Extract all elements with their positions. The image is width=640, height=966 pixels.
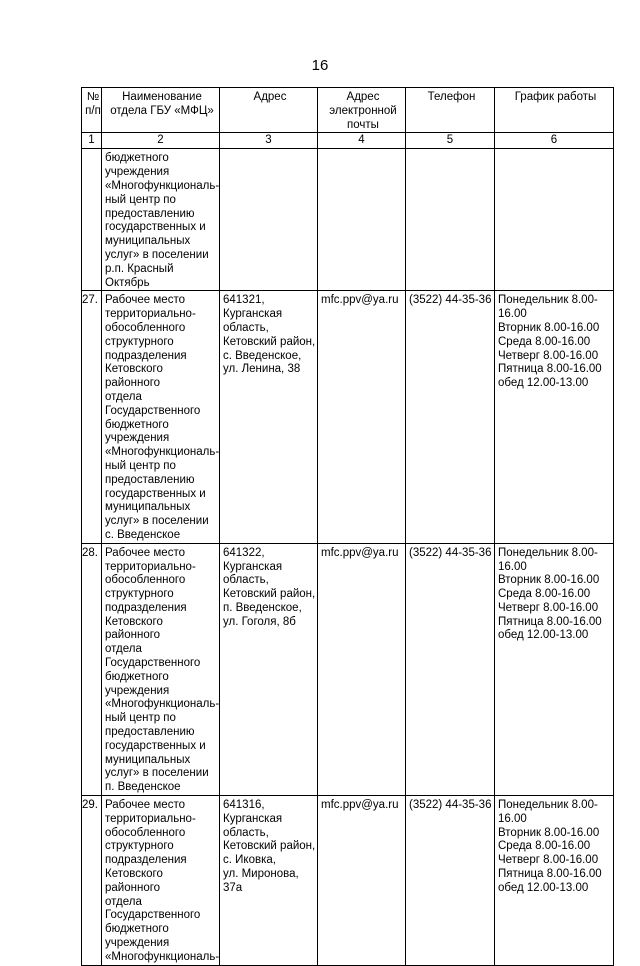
office-schedule: Понедельник 8.00- 16.00 Вторник 8.00-16.00 Среда 8.00-16.00 Четверг 8.00-16.00 Пятница 8.00-16.00 обед 12.00-13.00 bbox=[495, 796, 614, 966]
office-schedule: Понедельник 8.00- 16.00 Вторник 8.00-16.00 Среда 8.00-16.00 Четверг 8.00-16.00 Пятница 8.00-16.00 обед 12.00-13.00 bbox=[495, 291, 614, 543]
column-numbers-row bbox=[82, 133, 614, 149]
office-schedule: Понедельник 8.00- 16.00 Вторник 8.00-16.00 Среда 8.00-16.00 Четверг 8.00-16.00 Пятница 8.00-16.00 обед 12.00-13.00 bbox=[495, 543, 614, 795]
office-phone: (3522) 44-35-36 bbox=[406, 291, 495, 543]
office-phone bbox=[406, 149, 495, 291]
header-cell-schedule: График работы bbox=[495, 88, 614, 133]
table-row bbox=[82, 149, 614, 291]
mfc-offices-table bbox=[81, 87, 614, 966]
table-row bbox=[82, 796, 614, 966]
office-email: mfc.ppv@ya.ru bbox=[318, 291, 406, 543]
column-number: 6 bbox=[495, 133, 614, 149]
table-header-row bbox=[82, 88, 614, 133]
row-number bbox=[82, 149, 102, 291]
office-name: Рабочее место территориально- обособленного структурного подразделения Кетовского районного отдела Государственного бюджетного учреждения «Многофункциональ- bbox=[102, 796, 220, 966]
office-schedule bbox=[495, 149, 614, 291]
table-row bbox=[82, 543, 614, 795]
header-cell-address: Адрес bbox=[220, 88, 318, 133]
column-number: 2 bbox=[102, 133, 220, 149]
column-number: 5 bbox=[406, 133, 495, 149]
office-name: бюджетного учреждения «Многофункциональ- ный центр по предоставлению государственных и муниципальных услуг» в поселении р.п. Красный Октябрь bbox=[102, 149, 220, 291]
office-address: 641316, Курганская область, Кетовский район, с. Иковка, ул. Миронова, 37а bbox=[220, 796, 318, 966]
office-email bbox=[318, 149, 406, 291]
row-number: 28. bbox=[82, 543, 102, 795]
office-phone: (3522) 44-35-36 bbox=[406, 543, 495, 795]
office-address bbox=[220, 149, 318, 291]
office-name: Рабочее место территориально- обособленного структурного подразделения Кетовского районного отдела Государственного бюджетного учреждения «Многофункциональ- ный центр по предоставлению государственных и муниципальных услуг» в поселении п. Введенское bbox=[102, 543, 220, 795]
office-phone: (3522) 44-35-36 bbox=[406, 796, 495, 966]
office-address: 641321, Курганская область, Кетовский район, с. Введенское, ул. Ленина, 38 bbox=[220, 291, 318, 543]
header-cell-email: Адрес электронной почты bbox=[318, 88, 406, 133]
row-number: 27. bbox=[82, 291, 102, 543]
header-cell-name: Наименование отдела ГБУ «МФЦ» bbox=[102, 88, 220, 133]
column-number: 4 bbox=[318, 133, 406, 149]
office-address: 641322, Курганская область, Кетовский район, п. Введенское, ул. Гоголя, 8б bbox=[220, 543, 318, 795]
column-number: 3 bbox=[220, 133, 318, 149]
header-cell-phone: Телефон bbox=[406, 88, 495, 133]
row-number: 29. bbox=[82, 796, 102, 966]
office-email: mfc.ppv@ya.ru bbox=[318, 796, 406, 966]
column-number: 1 bbox=[82, 133, 102, 149]
page-number: 16 bbox=[311, 57, 329, 74]
office-name: Рабочее место территориально- обособленного структурного подразделения Кетовского районного отдела Государственного бюджетного учреждения «Многофункциональ- ный центр по предоставлению государственных и муниципальных услуг» в поселении с. Введенское bbox=[102, 291, 220, 543]
header-cell-num: № п/п bbox=[82, 88, 102, 133]
office-email: mfc.ppv@ya.ru bbox=[318, 543, 406, 795]
table-row bbox=[82, 291, 614, 543]
